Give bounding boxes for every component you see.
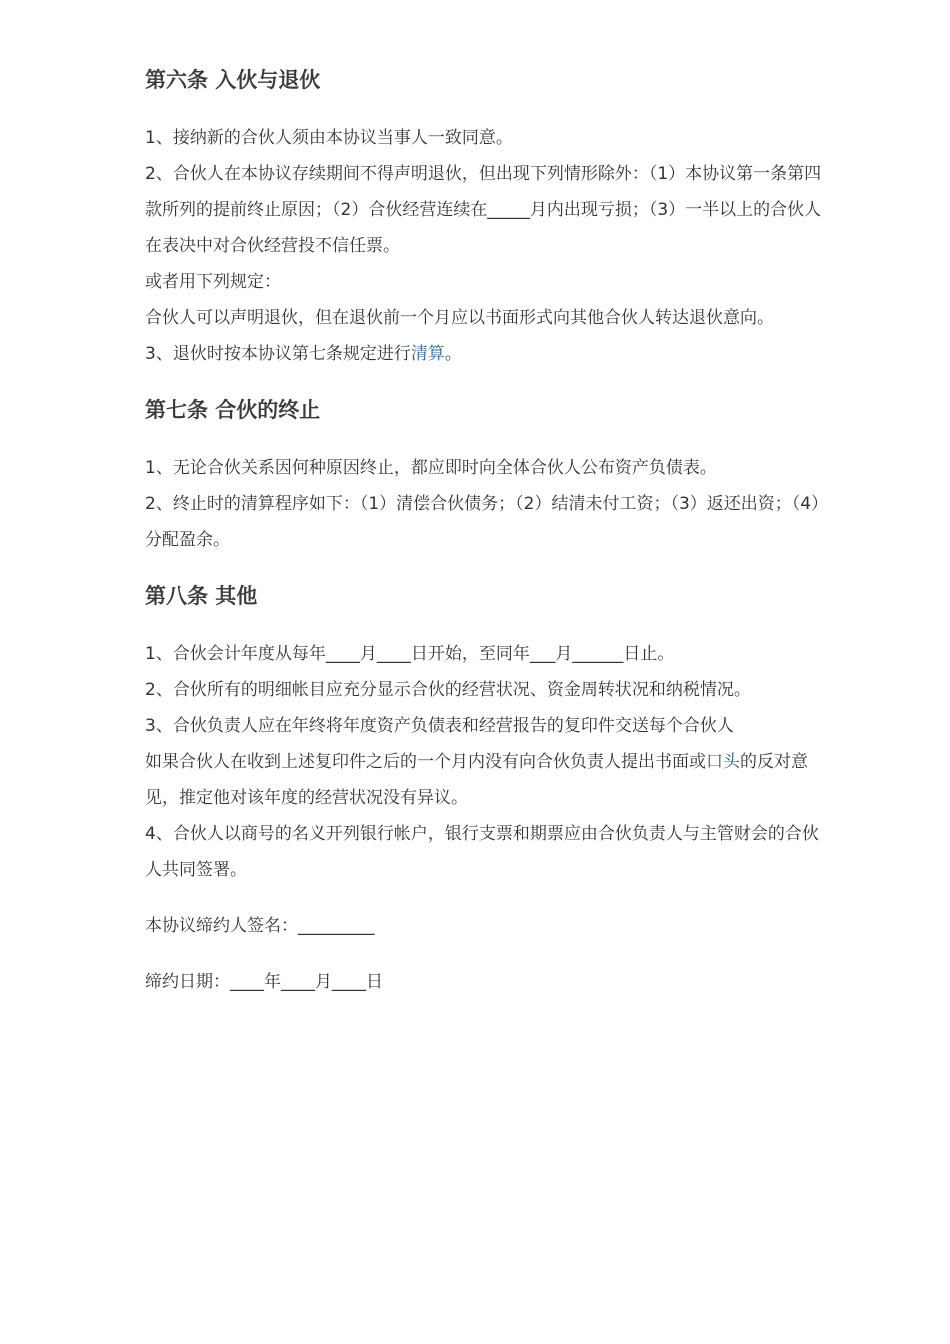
section-6-alternative-intro: 或者用下列规定： [145, 272, 281, 292]
document-page [145, 62, 825, 1000]
section-8-item-2: 2、合伙所有的明细帐目应充分显示合伙的经营状况、资金周转状况和纳税情况。 [145, 680, 751, 700]
section-8-item-1: 1、合伙会计年度从每年____月____日开始，至同年___月______日止。 [145, 644, 675, 664]
section-6-item-3-end: 。 [444, 344, 462, 364]
signing-date-line: 缔约日期：____年____月____日 [145, 972, 383, 992]
section-7-title: 第七条 合伙的终止 [145, 398, 321, 422]
section-6-title: 第六条 入伙与退伙 [145, 68, 321, 92]
section-8-item-3: 3、合伙负责人应在年终将年度资产负债表和经营报告的复印件交送每个合伙人 [145, 716, 734, 736]
section-7-item-1: 1、无论合伙关系因何种原因终止，都应即时向全体合伙人公布资产负债表。 [145, 458, 717, 478]
section-6-item-2: 2、合伙人在本协议存续期间不得声明退伙，但出现下列情形除外：（1）本协议第一条第四款所列的提前终止原因；（2）合伙经营连续在_____月内出现亏损；（3）一半以上的合伙人在表决中对合伙经营投不信任票。 [145, 164, 822, 256]
section-6-item-1: 1、接纳新的合伙人须由本协议当事人一致同意。 [145, 128, 513, 148]
section-6-item-3 [145, 336, 825, 372]
signer-signature-line: 本协议缔约人签名：_________ [145, 916, 375, 936]
section-8-item-3-end: 的反对意见，推定他对该年度的经营状况没有异议。 [145, 752, 808, 808]
liquidation-link[interactable]: 清算 [410, 344, 445, 364]
section-7-item-2: 2、终止时的清算程序如下：（1）清偿合伙债务；（2）结清未付工资；（3）返还出资；（4）分配盈余。 [145, 494, 820, 550]
section-8-item-3-text: 如果合伙人在收到上述复印件之后的一个月内没有向合伙负责人提出书面或 [145, 752, 706, 772]
section-6-item-3-text: 3、退伙时按本协议第七条规定进行 [145, 344, 411, 364]
oral-link[interactable]: 口头 [706, 752, 740, 772]
section-8-item-4: 4、合伙人以商号的名义开列银行帐户，银行支票和期票应由合伙负责人与主管财会的合伙人共同签署。 [145, 824, 819, 880]
section-6-alternative-rule: 合伙人可以声明退伙，但在退伙前一个月应以书面形式向其他合伙人转达退伙意向。 [145, 308, 774, 328]
section-8-item-3-continued [145, 744, 825, 816]
section-8-title: 第八条 其他 [145, 584, 258, 608]
